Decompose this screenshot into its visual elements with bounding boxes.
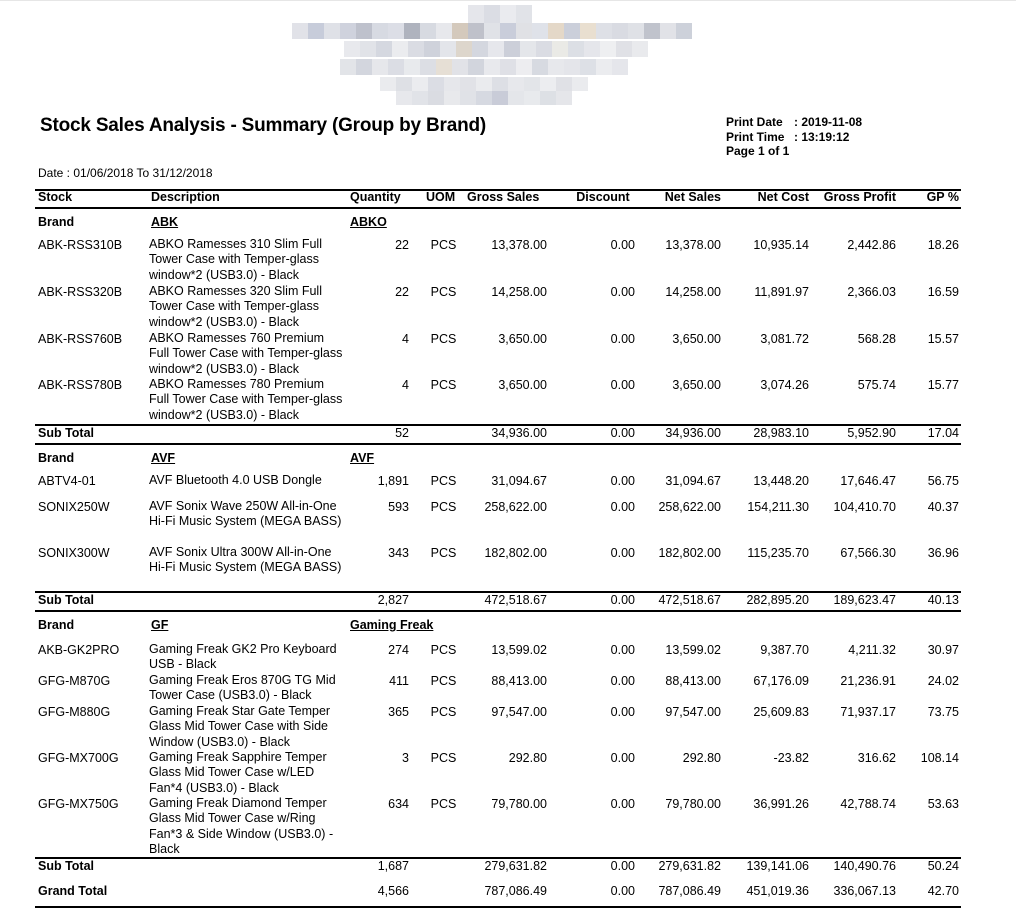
subtotal-cost: 28,983.10 (753, 426, 809, 440)
quantity: 274 (388, 643, 409, 657)
grand-total-profit: 336,067.13 (833, 884, 896, 898)
column-header-stock: Stock (38, 190, 73, 204)
brand-label: Brand (38, 215, 75, 229)
uom: PCS (430, 546, 457, 560)
table-rule (35, 207, 961, 209)
stock-code: ABK-RSS310B (38, 238, 123, 252)
net-cost: 13,448.20 (753, 474, 809, 488)
net-cost: 67,176.09 (753, 674, 809, 688)
column-header-net: Net Sales (664, 190, 721, 204)
item-description: Gaming Freak Eros 870G TG Mid Tower Case (USB3.0) - Black (149, 673, 336, 703)
date-range: Date : 01/06/2018 To 31/12/2018 (38, 166, 213, 180)
gp-percent: 16.59 (927, 285, 959, 299)
column-header-gp: GP % (926, 190, 959, 204)
item-description: AVF Bluetooth 4.0 USB Dongle (149, 473, 322, 487)
net-sales: 14,258.00 (665, 285, 721, 299)
stock-code: GFG-MX700G (38, 751, 119, 765)
table-rule (35, 443, 961, 445)
subtotal-profit: 5,952.90 (847, 426, 896, 440)
subtotal-cost: 282,895.20 (746, 593, 809, 607)
gross-sales: 97,547.00 (491, 705, 547, 719)
gp-percent: 18.26 (927, 238, 959, 252)
subtotal-label: Sub Total (38, 593, 95, 607)
gross-profit: 67,566.30 (840, 546, 896, 560)
gp-percent: 36.96 (927, 546, 959, 560)
brand-code: ABK (151, 215, 179, 229)
net-sales: 258,622.00 (658, 500, 721, 514)
gp-percent: 56.75 (927, 474, 959, 488)
quantity: 365 (388, 705, 409, 719)
uom: PCS (430, 474, 457, 488)
quantity: 4 (402, 332, 409, 346)
gross-sales: 31,094.67 (491, 474, 547, 488)
subtotal-gross: 279,631.82 (484, 859, 547, 873)
uom: PCS (430, 332, 457, 346)
gross-profit: 17,646.47 (840, 474, 896, 488)
brand-code: AVF (151, 451, 176, 465)
quantity: 593 (388, 500, 409, 514)
column-header-gross: Gross Sales (467, 190, 540, 204)
stock-code: ABK-RSS760B (38, 332, 123, 346)
table-rule (35, 189, 961, 191)
stock-code: ABK-RSS780B (38, 378, 123, 392)
grand-total-net: 787,086.49 (658, 884, 721, 898)
gross-sales: 79,780.00 (491, 797, 547, 811)
stock-code: ABTV4-01 (38, 474, 96, 488)
brand-label: Brand (38, 451, 75, 465)
gross-sales: 3,650.00 (498, 332, 547, 346)
net-cost: 115,235.70 (747, 546, 809, 560)
uom: PCS (430, 751, 457, 765)
discount: 0.00 (610, 546, 635, 560)
discount: 0.00 (610, 238, 635, 252)
subtotal-qty: 1,687 (377, 859, 409, 873)
item-description: ABKO Ramesses 310 Slim Full Tower Case with Temper-glass window*2 (USB3.0) - Black (149, 237, 322, 282)
item-description: ABKO Ramesses 760 Premium Full Tower Case with Temper-glass window*2 (USB3.0) - Black (149, 331, 343, 376)
brand-code: GF (151, 618, 169, 632)
subtotal-gp: 40.13 (927, 593, 959, 607)
subtotal-qty: 2,827 (377, 593, 409, 607)
brand-name: ABKO (350, 215, 387, 229)
net-sales: 13,378.00 (665, 238, 721, 252)
net-cost: 10,935.14 (753, 238, 809, 252)
item-description: Gaming Freak GK2 Pro Keyboard USB - Black (149, 642, 337, 672)
column-header-qty: Quantity (350, 190, 401, 204)
subtotal-disc: 0.00 (610, 426, 635, 440)
subtotal-gross: 472,518.67 (484, 593, 547, 607)
column-header-disc: Discount (576, 190, 630, 204)
subtotal-disc: 0.00 (610, 593, 635, 607)
subtotal-gp: 17.04 (927, 426, 959, 440)
discount: 0.00 (610, 751, 635, 765)
gross-sales: 13,378.00 (491, 238, 547, 252)
discount: 0.00 (610, 500, 635, 514)
stock-code: GFG-M880G (38, 705, 111, 719)
gp-percent: 108.14 (920, 751, 959, 765)
discount: 0.00 (610, 285, 635, 299)
print-date-value: : 2019-11-08 (794, 115, 863, 129)
quantity: 3 (402, 751, 409, 765)
item-description: AVF Sonix Wave 250W All-in-One Hi-Fi Music System (MEGA BASS) (149, 499, 342, 529)
gross-sales: 182,802.00 (484, 546, 547, 560)
column-header-cost: Net Cost (757, 190, 809, 204)
gross-sales: 292.80 (508, 751, 547, 765)
gross-profit: 21,236.91 (840, 674, 896, 688)
net-cost: 11,891.97 (754, 285, 809, 299)
subtotal-net: 34,936.00 (665, 426, 721, 440)
subtotal-profit: 140,490.76 (833, 859, 896, 873)
net-cost: 154,211.30 (747, 500, 809, 514)
gross-sales: 258,622.00 (484, 500, 547, 514)
discount: 0.00 (610, 474, 635, 488)
item-description: ABKO Ramesses 320 Slim Full Tower Case with Temper-glass window*2 (USB3.0) - Black (149, 284, 322, 329)
gross-profit: 2,442.86 (847, 238, 896, 252)
stock-code: GFG-M870G (38, 674, 111, 688)
quantity: 1,891 (377, 474, 409, 488)
table-rule (35, 906, 961, 908)
gross-profit: 568.28 (857, 332, 896, 346)
column-header-profit: Gross Profit (823, 190, 896, 204)
net-sales: 31,094.67 (665, 474, 721, 488)
gp-percent: 53.63 (927, 797, 959, 811)
net-sales: 13,599.02 (665, 643, 721, 657)
column-header-desc: Description (151, 190, 220, 204)
subtotal-net: 472,518.67 (658, 593, 721, 607)
subtotal-cost: 139,141.06 (746, 859, 809, 873)
gp-percent: 15.77 (927, 378, 959, 392)
gross-sales: 3,650.00 (498, 378, 547, 392)
net-sales: 182,802.00 (658, 546, 721, 560)
quantity: 22 (395, 238, 409, 252)
net-cost: 3,081.72 (760, 332, 809, 346)
grand-total-label: Grand Total (38, 884, 108, 898)
item-description: Gaming Freak Star Gate Temper Glass Mid Tower Case with Side Window (USB3.0) - Black (149, 704, 331, 749)
subtotal-net: 279,631.82 (658, 859, 721, 873)
print-time-label: Print Time (726, 129, 785, 144)
uom: PCS (430, 643, 457, 657)
quantity: 343 (388, 546, 409, 560)
table-rule (35, 610, 961, 612)
brand-label: Brand (38, 618, 75, 632)
net-sales: 292.80 (682, 751, 721, 765)
gross-sales: 14,258.00 (491, 285, 547, 299)
net-cost: 36,991.26 (753, 797, 809, 811)
subtotal-gp: 50.24 (927, 859, 959, 873)
uom: PCS (430, 674, 457, 688)
discount: 0.00 (610, 643, 635, 657)
quantity: 22 (395, 285, 409, 299)
uom: PCS (430, 500, 457, 514)
gross-profit: 71,937.17 (840, 705, 896, 719)
brand-name: Gaming Freak (350, 618, 434, 632)
discount: 0.00 (610, 705, 635, 719)
gp-percent: 24.02 (927, 674, 959, 688)
net-sales: 3,650.00 (672, 332, 721, 346)
uom: PCS (430, 378, 457, 392)
stock-code: SONIX250W (38, 500, 110, 514)
stock-code: GFG-MX750G (38, 797, 119, 811)
discount: 0.00 (610, 332, 635, 346)
net-cost: 25,609.83 (753, 705, 809, 719)
quantity: 411 (389, 674, 409, 688)
print-date-label: Print Date (726, 115, 783, 129)
subtotal-profit: 189,623.47 (833, 593, 896, 607)
gp-percent: 40.37 (927, 500, 959, 514)
gp-percent: 30.97 (927, 643, 959, 657)
report-title: Stock Sales Analysis - Summary (Group by Brand) (40, 115, 487, 136)
item-description: AVF Sonix Ultra 300W All-in-One Hi-Fi Music System (MEGA BASS) (149, 545, 342, 575)
gross-profit: 2,366.03 (847, 285, 896, 299)
net-cost: 3,074.26 (760, 378, 809, 392)
quantity: 634 (388, 797, 409, 811)
gross-profit: 104,410.70 (833, 500, 896, 514)
subtotal-label: Sub Total (38, 426, 95, 440)
gross-profit: 42,788.74 (840, 797, 896, 811)
stock-code: AKB-GK2PRO (38, 643, 120, 657)
gross-sales: 88,413.00 (491, 674, 547, 688)
uom: PCS (430, 238, 457, 252)
grand-total-disc: 0.00 (610, 884, 635, 898)
item-description: Gaming Freak Sapphire Temper Glass Mid Tower Case w/LED Fan*4 (USB3.0) - Black (149, 750, 327, 795)
net-sales: 3,650.00 (672, 378, 721, 392)
stock-code: SONIX300W (38, 546, 110, 560)
gross-profit: 575.74 (857, 378, 896, 392)
net-sales: 79,780.00 (665, 797, 721, 811)
uom: PCS (430, 705, 457, 719)
brand-name: AVF (350, 451, 375, 465)
net-cost: 9,387.70 (760, 643, 809, 657)
grand-total-gross: 787,086.49 (484, 884, 547, 898)
net-sales: 88,413.00 (665, 674, 721, 688)
gross-sales: 13,599.02 (491, 643, 547, 657)
print-time-value: : 13:19:12 (794, 129, 850, 144)
discount: 0.00 (610, 797, 635, 811)
net-cost: -23.82 (773, 751, 809, 765)
column-header-uom: UOM (426, 190, 456, 204)
page-indicator: Page 1 of 1 (726, 144, 790, 158)
quantity: 4 (402, 378, 409, 392)
subtotal-disc: 0.00 (610, 859, 635, 873)
subtotal-gross: 34,936.00 (491, 426, 547, 440)
gp-percent: 15.57 (927, 332, 959, 346)
grand-total-gp: 42.70 (927, 884, 959, 898)
item-description: ABKO Ramesses 780 Premium Full Tower Case with Temper-glass window*2 (USB3.0) - Black (149, 377, 343, 422)
uom: PCS (430, 797, 457, 811)
gross-profit: 316.62 (857, 751, 896, 765)
discount: 0.00 (610, 674, 635, 688)
subtotal-qty: 52 (395, 426, 409, 440)
item-description: Gaming Freak Diamond Temper Glass Mid Tower Case w/Ring Fan*3 & Side Window (USB3.0) - Black (149, 796, 334, 856)
stock-code: ABK-RSS320B (38, 285, 123, 299)
uom: PCS (430, 285, 457, 299)
discount: 0.00 (610, 378, 635, 392)
subtotal-label: Sub Total (38, 859, 95, 873)
grand-total-qty: 4,566 (377, 884, 409, 898)
grand-total-cost: 451,019.36 (746, 884, 809, 898)
net-sales: 97,547.00 (665, 705, 721, 719)
gross-profit: 4,211.32 (848, 643, 896, 657)
gp-percent: 73.75 (927, 705, 959, 719)
